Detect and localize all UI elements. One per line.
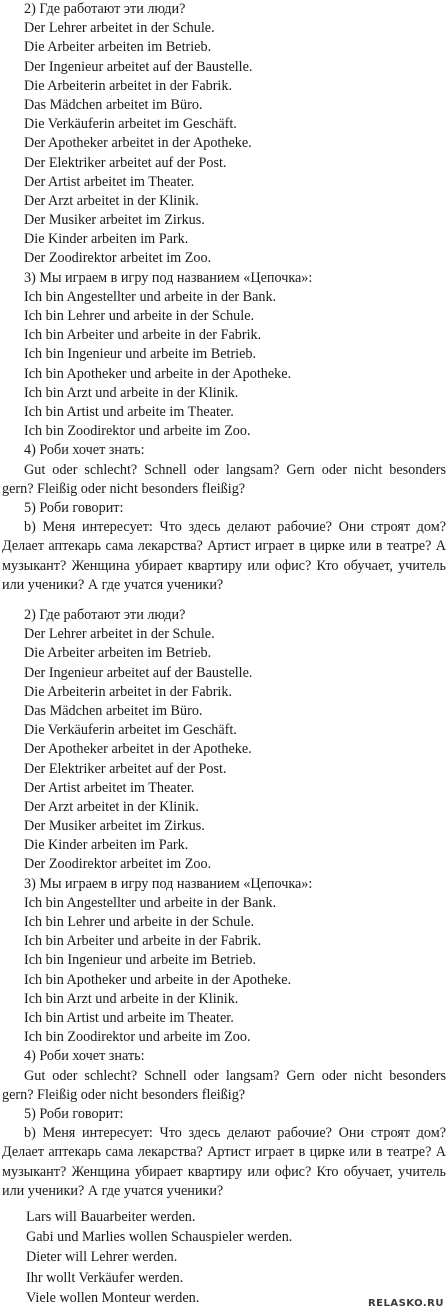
sentence-line: Ich bin Zoodirektor und arbeite im Zoo. <box>24 423 251 440</box>
sentence-line: Der Musiker arbeitet im Zirkus. <box>24 818 205 835</box>
sentence-line: Das Mädchen arbeitet im Büro. <box>24 96 203 113</box>
sentence-line: Ich bin Apotheker und arbeite in der Apotheke. <box>24 971 292 988</box>
sentence-line: Die Verkäuferin arbeitet im Geschäft. <box>24 116 237 133</box>
exercise-4-heading: 4) Роби хочет знать: <box>24 442 145 459</box>
exercise-block-second <box>0 606 448 1201</box>
sentence-line: Ich bin Ingenieur und arbeite im Betrieb. <box>24 346 257 363</box>
exercise-5-heading: 5) Роби говорит: <box>24 499 124 516</box>
sentence-line: Der Zoodirektor arbeitet im Zoo. <box>24 250 212 267</box>
sentence-line: Die Arbeiterin arbeitet in der Fabrik. <box>24 683 233 700</box>
sentence-line: Ich bin Artist und arbeite im Theater. <box>24 403 234 420</box>
sentence-line: Das Mädchen arbeitet im Büro. <box>24 702 203 719</box>
exercise-2-heading: 2) Где работают эти люди? <box>24 607 186 623</box>
sentence-line: Der Ingenieur arbeitet auf der Baustelle. <box>24 58 253 75</box>
sentence-line: Die Verkäuferin arbeitet im Geschäft. <box>24 722 237 739</box>
sentence-line: Ich bin Arzt und arbeite in der Klinik. <box>24 384 239 401</box>
sentence-line: Ich bin Arbeiter und arbeite in der Fabrik. <box>24 933 262 950</box>
sentence-line: Der Arzt arbeitet in der Klinik. <box>24 192 199 209</box>
sentence-line: Lars will Bauarbeiter werden. <box>26 1209 196 1225</box>
sentence-line: Die Kinder arbeiten im Park. <box>24 231 189 248</box>
sentence-line: Ich bin Lehrer und arbeite in der Schule. <box>24 308 255 324</box>
exercise-3-heading: 3) Мы играем в игру под названием «Цепочка»: <box>24 269 313 286</box>
sentence-line: Der Zoodirektor arbeitet im Zoo. <box>24 856 212 873</box>
sentence-line: Ich bin Ingenieur und arbeite im Betrieb. <box>24 952 257 969</box>
sentence-line: Der Elektriker arbeitet auf der Post. <box>24 760 227 777</box>
exercise-5-heading: 5) Роби говорит: <box>24 1105 124 1122</box>
sentence-line: Ich bin Angestellter und arbeite in der Bank. <box>24 288 277 305</box>
sentence-line: Der Arzt arbeitet in der Klinik. <box>24 798 199 815</box>
sentence-line: Ihr wollt Verkäufer werden. <box>26 1269 184 1286</box>
sentence-line: Der Elektriker arbeitet auf der Post. <box>24 154 227 171</box>
sentence-line: Dieter will Lehrer werden. <box>26 1249 178 1266</box>
sentence-line: Der Ingenieur arbeitet auf der Baustelle. <box>24 664 253 681</box>
sentence-line: Gabi und Marlies wollen Schauspieler werden. <box>26 1229 293 1246</box>
sentence-line: Die Kinder arbeiten im Park. <box>24 837 189 854</box>
sentence-line: Die Arbeiter arbeiten im Betrieb. <box>24 645 212 662</box>
sentence-line: Der Artist arbeitet im Theater. <box>24 173 195 190</box>
exercise-4-paragraph: Gut oder schlecht? Schnell oder langsam? Gern oder nicht besonders gern? Fleißig oder nicht besonders fleißig? <box>2 461 446 497</box>
sentence-line: Der Artist arbeitet im Theater. <box>24 779 195 796</box>
sentence-line: Der Musiker arbeitet im Zirkus. <box>24 212 205 229</box>
exercise-2-heading: 2) Где работают эти люди? <box>24 1 186 17</box>
sentence-line: Der Apotheker arbeitet in der Apotheke. <box>24 135 252 152</box>
site-watermark: RELASKO.RU <box>367 1298 444 1309</box>
exercise-block-first <box>0 0 448 595</box>
sentence-line: Ich bin Zoodirektor und arbeite im Zoo. <box>24 1029 251 1046</box>
exercise-5-paragraph: b) Меня интересует: Что здесь делают рабочие? Они строят дом? Делает аптекарь сама лекарства? Артист играет в цирке или в театре? А музыкант? Женщина убирает квартиру или офис? Кто обучает, учитель или ученики? А где учатся ученики? <box>2 1125 446 1199</box>
exercise-3-heading: 3) Мы играем в игру под названием «Цепочка»: <box>24 875 313 892</box>
exercise-4-paragraph: Gut oder schlecht? Schnell oder langsam? Gern oder nicht besonders gern? Fleißig oder nicht besonders fleißig? <box>2 1067 446 1103</box>
sentence-line: Der Apotheker arbeitet in der Apotheke. <box>24 741 252 758</box>
sentence-line: Ich bin Arzt und arbeite in der Klinik. <box>24 990 239 1007</box>
exercise-5-paragraph: b) Меня интересует: Что здесь делают рабочие? Они строят дом? Делает аптекарь сама лекарства? Артист играет в цирке или в театре? А музыкант? Женщина убирает квартиру или офис? Кто обучает, учитель или ученики? А где учатся ученики? <box>2 519 446 593</box>
werden-sentences-block <box>0 1207 448 1308</box>
sentence-line: Viele wollen Monteur werden. <box>26 1289 200 1306</box>
sentence-line: Der Lehrer arbeitet in der Schule. <box>24 20 215 37</box>
sentence-line: Ich bin Lehrer und arbeite in der Schule. <box>24 914 255 930</box>
sentence-line: Ich bin Arbeiter und arbeite in der Fabrik. <box>24 327 262 344</box>
exercise-4-heading: 4) Роби хочет знать: <box>24 1048 145 1065</box>
sentence-line: Der Lehrer arbeitet in der Schule. <box>24 626 215 643</box>
sentence-line: Ich bin Artist und arbeite im Theater. <box>24 1009 234 1026</box>
sentence-line: Die Arbeiterin arbeitet in der Fabrik. <box>24 77 233 94</box>
sentence-line: Die Arbeiter arbeiten im Betrieb. <box>24 39 212 56</box>
sentence-line: Ich bin Angestellter und arbeite in der Bank. <box>24 894 277 911</box>
sentence-line: Ich bin Apotheker und arbeite in der Apotheke. <box>24 365 292 382</box>
